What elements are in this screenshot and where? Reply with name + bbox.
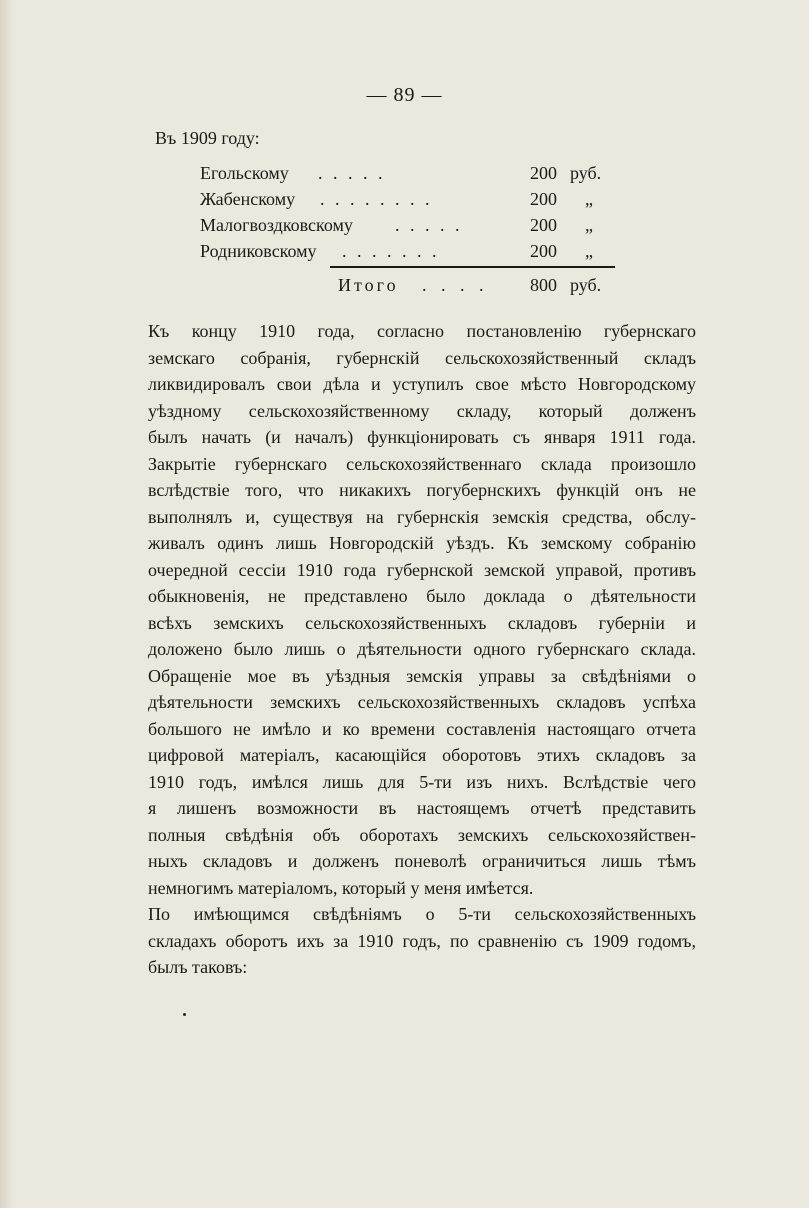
allocation-unit: „ <box>585 189 593 209</box>
text-line: 1910 годъ, имѣлся лишь для 5-ти изъ нихъ. Вслѣдствіе чего <box>148 771 696 792</box>
allocation-amount: 200 <box>530 215 557 235</box>
text-line: обыкновенія, не представлено было доклада о дѣятельности <box>148 586 696 606</box>
text-line: полныя свѣдѣнія объ оборотахъ земскихъ сельскохозяйствен- <box>148 824 696 845</box>
text-line: Къ концу 1910 года, согласно постановленію губернскаго <box>148 321 696 341</box>
text-line: ныхъ складовъ и долженъ поневолѣ ограничиться лишь тѣмъ <box>148 851 696 871</box>
paper-speck <box>183 1013 186 1016</box>
text-line: дѣятельности земскихъ сельскохозяйственныхъ складовъ успѣха <box>148 692 696 712</box>
allocation-name: Жабенскому <box>200 189 296 209</box>
text-line: Закрытіе губернскаго сельскохозяйственнаго склада произошло <box>148 453 696 474</box>
leader-dots: . . . . . . . . <box>320 189 433 209</box>
total-rule <box>330 266 615 268</box>
allocation-row <box>200 212 620 238</box>
allocation-amount: 200 <box>530 241 557 261</box>
paragraph <box>103 318 696 901</box>
leader-dots: . . . . <box>422 275 489 295</box>
text-line: очередной сессіи 1910 года губернской земской управой, противъ <box>148 559 696 580</box>
page-number: — 89 — <box>366 84 443 106</box>
text-line: былъ таковъ: <box>148 957 248 977</box>
allocation-unit: „ <box>585 215 593 235</box>
allocation-amount: 200 <box>530 189 557 209</box>
page-edge-shadow <box>0 0 14 1208</box>
leader-dots: . . . . . . . <box>342 241 440 261</box>
text-line: уѣздному сельскохозяйственному складу, который долженъ <box>148 400 696 421</box>
allocation-row <box>200 160 620 186</box>
text-line: складахъ оборотъ ихъ за 1910 годъ, по сравненію съ 1909 годомъ, <box>148 930 696 951</box>
text-line: цифровой матеріалъ, касающійся оборотовъ этихъ складовъ за <box>148 745 696 765</box>
text-line: всѣхъ земскихъ сельскохозяйственныхъ складовъ губерніи и <box>148 612 696 633</box>
body-text <box>103 318 696 981</box>
text-line: доложено было лишь о дѣятельности одного губернскаго склада. <box>148 639 696 659</box>
text-line: земскаго собранія, губернскій сельскохозяйственный складъ <box>148 347 696 368</box>
total-amount: 800 <box>530 275 557 295</box>
allocation-row <box>200 238 620 264</box>
leader-dots: . . . . . <box>395 215 463 235</box>
total-unit: руб. <box>570 275 602 295</box>
allocation-unit: „ <box>585 241 593 261</box>
text-line: былъ начать (и началъ) функціонировать съ января 1911 года. <box>148 427 696 447</box>
allocation-unit: руб. <box>570 163 602 183</box>
total-label: Итого <box>338 275 399 295</box>
text-line: По имѣющимся свѣдѣніямъ о 5-ти сельскохозяйственныхъ <box>148 904 696 924</box>
paragraph <box>103 901 696 981</box>
text-line: Обращеніе мое въ уѣздныя земскія управы за свѣдѣніями о <box>148 665 696 686</box>
text-line: выполнялъ и, существуя на губернскія земскія средства, обслу- <box>148 506 696 527</box>
allocation-name: Егольскому <box>200 163 289 183</box>
text-line: я лишенъ возможности въ настоящемъ отчетѣ представить <box>148 798 696 818</box>
allocation-amount: 200 <box>530 163 557 183</box>
leader-dots: . . . . . <box>318 163 386 183</box>
text-line: вслѣдствіе того, что никакихъ погубернскихъ функцій онъ не <box>148 480 696 500</box>
total-row <box>200 272 620 298</box>
allocation-row <box>200 186 620 212</box>
allocation-name: Малогвоздковскому <box>200 215 353 235</box>
text-line: ликвидировалъ свои дѣла и уступилъ свое мѣсто Новгородскому <box>148 374 696 394</box>
text-line: немногимъ матеріаломъ, который у меня имѣется. <box>148 877 534 898</box>
text-line: большого не имѣло и ко времени составленія настоящаго отчета <box>148 718 696 739</box>
allocation-table <box>200 160 620 264</box>
text-line: живалъ одинъ лишь Новгородскій уѣздъ. Къ земскому собранію <box>148 533 696 553</box>
year-heading: Въ 1909 году: <box>155 128 260 148</box>
allocation-name: Родниковскому <box>200 241 317 261</box>
